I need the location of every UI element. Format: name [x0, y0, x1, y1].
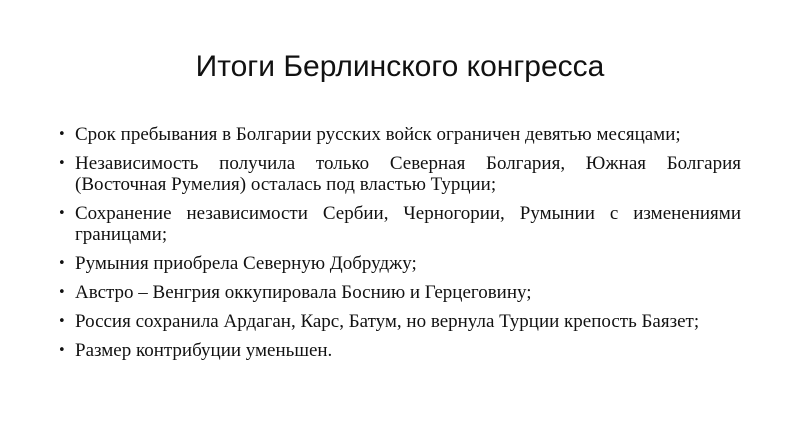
list-item-text: Сохранение независимости Сербии, Черногории, Румынии с изменениями границами; [75, 203, 741, 245]
bullet-icon: • [58, 343, 66, 358]
list-item-text: Размер контрибуции уменьшен. [75, 340, 333, 361]
bullet-icon: • [58, 156, 66, 171]
bullet-icon: • [58, 314, 66, 329]
list-item [58, 282, 741, 303]
bullet-icon: • [58, 127, 66, 142]
list-item-text: Срок пребывания в Болгарии русских войск ограничен девятью месяцами; [75, 124, 681, 145]
list-item [58, 340, 741, 361]
bullet-list [58, 124, 741, 369]
list-item-text: Россия сохранила Ардаган, Карс, Батум, но вернула Турции крепость Баязет; [75, 311, 700, 332]
list-item-text: Австро – Венгрия оккупировала Боснию и Герцеговину; [75, 282, 532, 303]
list-item [58, 124, 741, 145]
list-item [58, 253, 741, 274]
list-item-text: Независимость получила только Северная Болгария, Южная Болгария (Восточная Румелия) осталась под властью Турции; [75, 153, 741, 195]
list-item [58, 203, 741, 245]
slide-title: Итоги Берлинского конгресса [195, 50, 605, 83]
list-item [58, 311, 741, 332]
bullet-icon: • [58, 285, 66, 300]
bullet-icon: • [58, 256, 66, 271]
bullet-icon: • [58, 206, 66, 221]
list-item [58, 153, 741, 195]
list-item-text: Румыния приобрела Северную Добруджу; [75, 253, 417, 274]
